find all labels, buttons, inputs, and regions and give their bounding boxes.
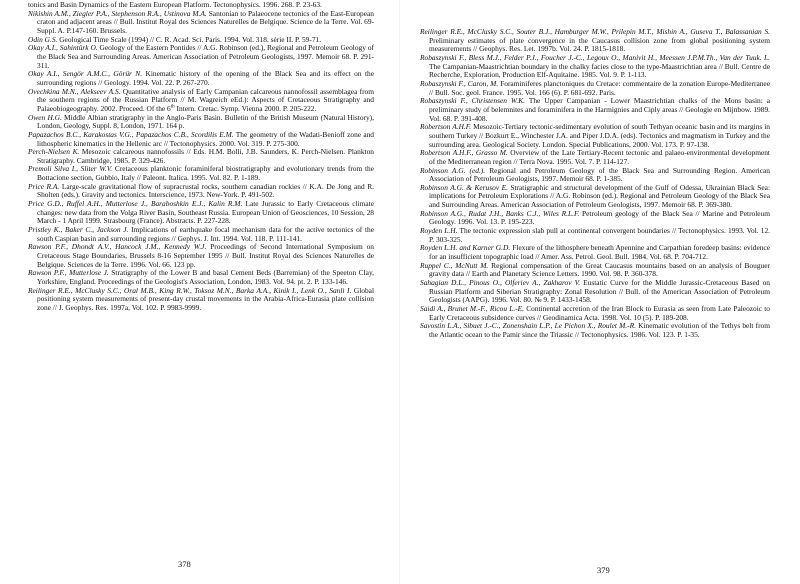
reference-authors: Robaszynski F., Christensen W.K. [420,96,526,106]
reference-text: Large-scale gravitational flow of supracrustal rocks, southern canadian rockies // K.A. De Jong and R. Sholten (eds.). Gravity and tectonics. Interscience, 1973. New-York. P. 491-502. [37,181,374,200]
reference-entry [28,165,374,182]
reference-text: Regional compensation of the Great Caucasus mountains based on an analysis of Bouguer gravity data // Earth and Planetary Science Letters. 1990. Vol. 98. P. 360-378. [429,260,771,279]
reference-entry [420,54,770,80]
reference-entry [28,183,374,200]
reference-entry [420,167,770,184]
reference-authors: Robaszynski F., Bless M.J., Felder P.J., Foucher J.-C., Legoux O., Manivit H., Meessen J.P.M.Th., Van der Tuuk. L. [420,52,770,62]
reference-entry [28,226,374,243]
reference-authors: Reilinger R.E., McClusky S.C., Souter B.J., Hamburger M.W., Prilepin M.T., Mishin A., Guseva T., Balassanian S. [420,27,770,36]
reference-entry [28,44,374,70]
reference-text: The geometry of the Wadati-Benioff zone and lithospheric kinematics in the Hellenic arc // Tectonophysics. 2000. Vol. 319. P. 275-300. [37,129,374,148]
reference-text: Overview of the Late Tertiary-Recent tectonic and palaeo-environmental development of the Mediterranean region // Terra Nova. 1995. Vol. 7. P. 114-127. [429,148,770,166]
reference-entry [420,244,770,261]
reference-authors: Robinson A.G., Rudat J.H., Banks C.J., Wiles R.L.F. [420,208,580,218]
reference-entry [28,148,374,165]
reference-text: The Upper Campanian - Lower Maastrichtian chalks of the Mons basin: a preliminary study of belemnites and foraminifera in the Harmignies and Ciply areas // Geologie en Mijnbow. 1989. Vol. 68. P. 391-408. [429,96,770,123]
reference-authors: Robaszynski F., Caron, M. [420,78,499,88]
reference-text: Implications of earthquake focal mechanism data for the active tectonics of the south Caspian basin and surrounding regions // Gephys. J. Int. 1994. Vol. 118. P. 111-141. [37,225,374,243]
reference-entry [420,305,770,322]
reference-text: Global positioning system measurements of present-day crustal movements in the Arabia-Africa-Eurasia plate collision zone // J. Geophys. Res. 1997a, Vol. 102. P. 9983-9999. [37,285,374,312]
reference-entry [420,80,770,97]
reference-authors: Odin G.S. [28,34,58,44]
reference-entry [420,227,770,244]
reference-text: Proceedings of Second International Symposium on Cretaceous Stage Boundaries, Brussels 8-16 September 1995 // Bull. Institut Royal des Sciences Naturelles de Belgique. Sciences de la Terre. 1996. Vol. 66. 123 pp. [37,242,375,269]
reference-text: Geological Time Scale (1994) // C. R. Acad. Sci. Paris. 1994. Vol. 318. série II. P. 59-71. [57,34,322,44]
reference-text: Petroleum geology of the Black Sea // Marine and Petroleum Geology. 1996. Vol. 13. P. 195-223. [429,208,770,227]
reference-entry [28,131,374,148]
reference-authors: Papazachos B.C., Karakostas V.G., Papazachos C.B., Scordilis E.M. [28,129,234,139]
reference-text: Stratigraphic and structural development of the Gulf of Odessa, Ukrainian Black Sea: implications for Petroleum Explorations // A.G. Robinson (ed.). Regional and Petroleum Geology of the Black Sea and Surrounding Areas. American Association of Petroleum Geologists, 1997. Memoir 68. P. 369-380. [429,182,771,210]
reference-text: Preliminary estimates of plate convergence in the Caucasus collision zone from global positioning system measurements // Geophys. Res. Let. 1997b. Vol. 24. P. 1815-1818. [429,35,770,54]
reference-text: Foraminiferes planctoniques du Cretace: commentaire de la zonation Europe-Mediterranee // Bull. Soc. geol. France. 1995. Vol. 166 (6). P. 681-692. Paris. [429,78,770,97]
reference-entry [420,279,770,305]
reference-entry [28,269,374,286]
reference-text: Eustatic Curve for the Middle Jurassic-Cretaceous Based on Russian Platform and Siberian Stratigraphy: Zonal Resolution // Bull. of the American Association of Petroleum Geologists (AAPG). 1996. Vol. 80. № 9. P. 1433-1458. [429,278,770,305]
reference-authors: Okay A.I., Sahintürk O. [28,43,98,53]
reference-authors: Robinson A.G. (ed.). [420,165,486,175]
reference-authors: Robertson A.H.F., Grasso M. [420,148,508,158]
reference-authors: Pristley K., Baker C., Jackson J. [28,225,129,235]
reference-entry [28,88,374,114]
reference-entry [420,123,770,149]
reference-entry [28,70,374,87]
reference-text: The Campanian-Maastrichtian boundary in the chalky facies close to the type-Maastrichtian area // Bull. Centre de Recherche, Exploration, Production Elf-Aquitaine. 1985. Vol. 9. P. 1-113. [429,61,770,80]
reference-entry [28,200,374,226]
reference-entry [420,210,770,227]
reference-text: Mesozoic-Tertiary tectonic-sedimentary evolution of south Tethyan oceanic basin and its margins in southern Turkey // Bozkurt E., Winchester J.A. and Piper J.D.A. (eds). Tectonics and magmatism in Turkey and the surrounding area. Geological Society. London. Special Publications, 2000. Vol. 173. P. 97-138. [429,122,770,149]
reference-authors: Price R.A. [28,181,60,191]
reference-list-right [420,28,770,340]
reference-entry [420,97,770,123]
reference-authors: Royden L.H. and Karner G.D. [420,243,511,253]
reference-list-left [28,1,374,313]
reference-authors: Owen H.G. [28,112,62,122]
reference-authors: Ovechkina M.N., Alekseev A.S. [28,86,121,96]
reference-authors: Okay A.I., Sengör A.M.C., Görür N. [28,69,143,79]
page-number-left: 378 [178,559,191,569]
reference-authors: Price G.D., Ruffel A.H., Mutterlose J., Baraboshkin E.J., Kalin R.M. [28,199,243,209]
reference-text: Continental accretion of the Iran Block to Eurasia as seen from Late Paleozoic to Early Cretaceous subsidence curves // Geodinamica Acta. 1998. Vol. 10 (5). P. 189-208. [429,304,770,322]
reference-text: Cretaceous planktonic foraminiferal biostratigraphy and evolutionary trends from the Bottacione section, Gubbio, Italy // Paleont. Italica. 1995. Vol. 82. P. 1-189. [37,164,374,183]
reference-authors: Nikishin A.M., Ziegler P.A., Stephenson R.A., Ustinova M.A. [28,8,207,18]
reference-text: Kinematic history of the opening of the Black Sea and its effect on the surrounding regions // Geology. 1994. Vol. 22. P. 267-270. [37,69,374,87]
reference-text: Late Jurassic to Early Cretaceous climate changes: new data from the Volga River Basin, Southeast Russia. European Union of Geosciences, 10 Session, 28 March - 1 April 1999. Strasbourg (France). Abstracts. P. 227-228. [37,199,374,226]
reference-text: Quantitative analysis of Early Campanian calcareous nannofossil assemblagea from the southern regions of the Russian Platform // M. Wagreich eEd.): Aspects of Cretaceous Stratigraphy and Palaeobiogeography. 2002. Proceed. Of the 6 [37,86,374,113]
reference-authors: Sahagian D.L., Pinous O., Olferiev A., Zakharov V. [420,278,581,288]
reference-authors: Robertson A.H.F. [420,122,472,132]
reference-entry [28,114,374,131]
reference-entry [420,262,770,279]
reference-entry [420,322,770,339]
reference-entry [28,243,374,269]
reference-authors: Ruppel C., McNutt M. [420,260,489,270]
reference-entry [420,28,770,54]
reference-entry [28,287,374,313]
reference-authors: Savostin L.A., Sibuet J.-C., Zonenshain L.P., Le Pichon X., Roulet M.-R. [420,321,636,331]
reference-text: Flexure of the lithosphere beneath Apennine and Carpathian foredeep basins: evidence for an insufficient topographic load // Amer. Ass. Petrol. Geol. Bull. 1984. Vol. 68. P. 704-712. [429,243,770,262]
reference-authors: Robinson A.G. & Kerusov E. [420,182,508,192]
reference-text: tonics and Basin Dynamics of the Eastern European Platform. Tectonophysics. 1996. 268. P. 23-63. [28,0,322,9]
reference-text: Regional and Petroleum Geology of the Black Sea and Surrounding Region. American Association of Petroleum Geologists, 1997. Memoir 68. P. 1-385. [429,165,770,184]
reference-text: Mesozoic calcareous nannofossils // Eds. H.M. Bolli, J.B. Saunders, K. Perch-Nielsen. Plankton Stratigraphy. Cambridge, 1985. P. 329-426. [37,147,374,165]
reference-text: Middle Albian stratigraphy in the Anglo-Paris Basin. Bulletin of the British Museum (Natural History), London, Geology, Suppl. 8, London, 1971. 164 p. [37,112,374,131]
reference-authors: Reilinger R.E., McClusky S.C., Oral M.B., King R.W., Toksoz M.N., Barka A.A., Kinik I., Lenk O., Sanli I. [28,285,352,295]
right-page [400,0,800,584]
reference-text: Santonian to Palaeocene tectonics of the East-European craton and adjacent areas // Bull. Institut Royal des Sciences Naturelles de Belgique. Science de la Terre. Vol. 69- Suppl. A. P.147-160. Brussels. [37,8,374,35]
reference-text: Stratigraphy of the Lower B and basal Cement Beds (Barremian) of the Speeton Clay, Yorkshire, England. Proceedings of the Geologist's Association, London, 1983. Vol. 94. pt. 2. P. 133-146. [37,268,374,286]
reference-text-continued: Intern. Cretac. Symp. Vienna 2000. P. 205-222. [174,103,317,113]
reference-entry [28,10,374,36]
reference-authors: Saidi A., Brunet M.-F., Ricou L.-E. [420,304,525,313]
reference-text: The tectonic expression slab pull at continental convergent boundaries // Tectonophysics. 1993. Vol. 12. P. 303-325. [429,226,770,244]
reference-authors: Perch-Nielsen K. [28,147,80,157]
reference-superscript: th [170,104,175,110]
reference-entry [420,184,770,210]
reference-text: Geology of the Eastern Pontides // A.G. Robinson (ed.), Regional and Petroleum Geology of the Black Sea and Surrounding Areas. American Association of Petroleum Geologists, 1997. Memoir 68. P. 291-311. [37,43,374,70]
page-number-right: 379 [597,565,610,575]
reference-authors: Premoli Silva I., Sliter W.V. [28,164,113,174]
reference-authors: Rawson P.F., Mutterlose J. [28,268,109,278]
reference-authors: Royden L.H. [420,226,458,236]
reference-entry [420,149,770,166]
reference-text: Kinematic evolution of the Tethys belt from the Atlantic ocean to the Pamir since the Triassic // Tectonophysics. 1986. Vol. 123. P. 1-35. [429,321,770,339]
reference-authors: Rawson P.F., Dhondt A.V., Hancock J.M., Kennedy W.J. [28,242,207,252]
